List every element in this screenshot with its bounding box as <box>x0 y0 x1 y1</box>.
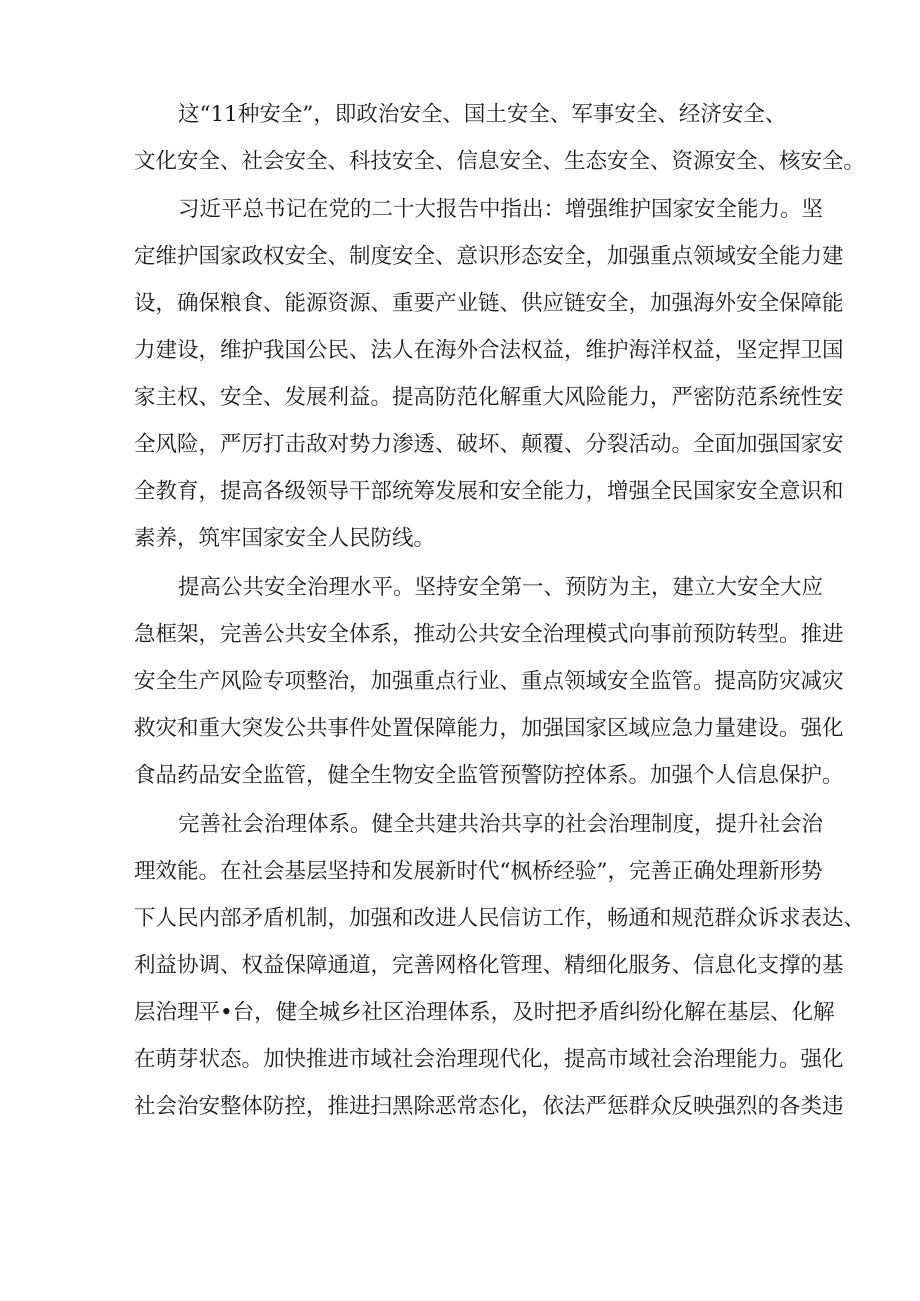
text-line: 力建设，维护我国公民、法人在海外合法权益，维护海洋权益，坚定捍卫国 <box>134 338 844 363</box>
text-line: 社会治安整体防控，推进扫黑除恶常态化，依法严惩群众反映强烈的各类违 <box>134 1094 844 1119</box>
text-line: 文化安全、社会安全、科技安全、信息安全、生态安全、资源安全、核安全。 <box>134 149 866 174</box>
text-line: 急框架，完善公共安全体系，推动公共安全治理模式向事前预防转型。推进 <box>134 622 844 647</box>
text-line: 设，确保粮食、能源资源、重要产业链、供应链安全，加强海外安全保障能 <box>134 291 844 316</box>
text-line: 救灾和重大突发公共事件处置保障能力，加强国家区域应急力量建设。强化 <box>134 716 844 741</box>
text-line: 提高公共安全治理水平。坚持安全第一、预防为主，建立大安全大应 <box>178 575 824 600</box>
text-line: 食品药品安全监管，健全生物安全监管预警防控体系。加强个人信息保护。 <box>134 763 844 788</box>
text-line: 完善社会治理体系。健全共建共治共享的社会治理制度，提升社会治 <box>178 812 824 837</box>
text-line: 习近平总书记在党的二十大报告中指出：增强维护国家安全能力。坚 <box>178 197 824 222</box>
text-line: 在萌芽状态。加快推进市域社会治理现代化，提高市域社会治理能力。强化 <box>134 1047 844 1072</box>
text-line: 素养，筑牢国家安全人民防线。 <box>134 526 436 551</box>
text-line: 下人民内部矛盾机制，加强和改进人民信访工作，畅通和规范群众诉求表达、 <box>134 906 866 931</box>
text-line: 理效能。在社会基层坚持和发展新时代“枫桥经验”，完善正确处理新形势 <box>134 859 823 884</box>
text-line: 全风险，严厉打击敌对势力渗透、破坏、颠覆、分裂活动。全面加强国家安 <box>134 432 844 457</box>
text-line: 利益协调、权益保障通道，完善网格化管理、精细化服务、信息化支撑的基 <box>134 953 844 978</box>
text-line: 全教育，提高各级领导干部统筹发展和安全能力，增强全民国家安全意识和 <box>134 479 844 504</box>
text-line: 这“11种安全”，即政治安全、国土安全、军事安全、经济安全、 <box>178 102 787 127</box>
text-line: 安全生产风险专项整治，加强重点行业、重点领域安全监管。提高防灾减灾 <box>134 669 844 694</box>
text-line: 定维护国家政权安全、制度安全、意识形态安全，加强重点领域安全能力建 <box>134 244 844 269</box>
text-line: 层治理平•台，健全城乡社区治理体系，及时把矛盾纠纷化解在基层、化解 <box>134 1000 835 1025</box>
text-line: 家主权、安全、发展利益。提高防范化解重大风险能力，严密防范系统性安 <box>134 385 844 410</box>
